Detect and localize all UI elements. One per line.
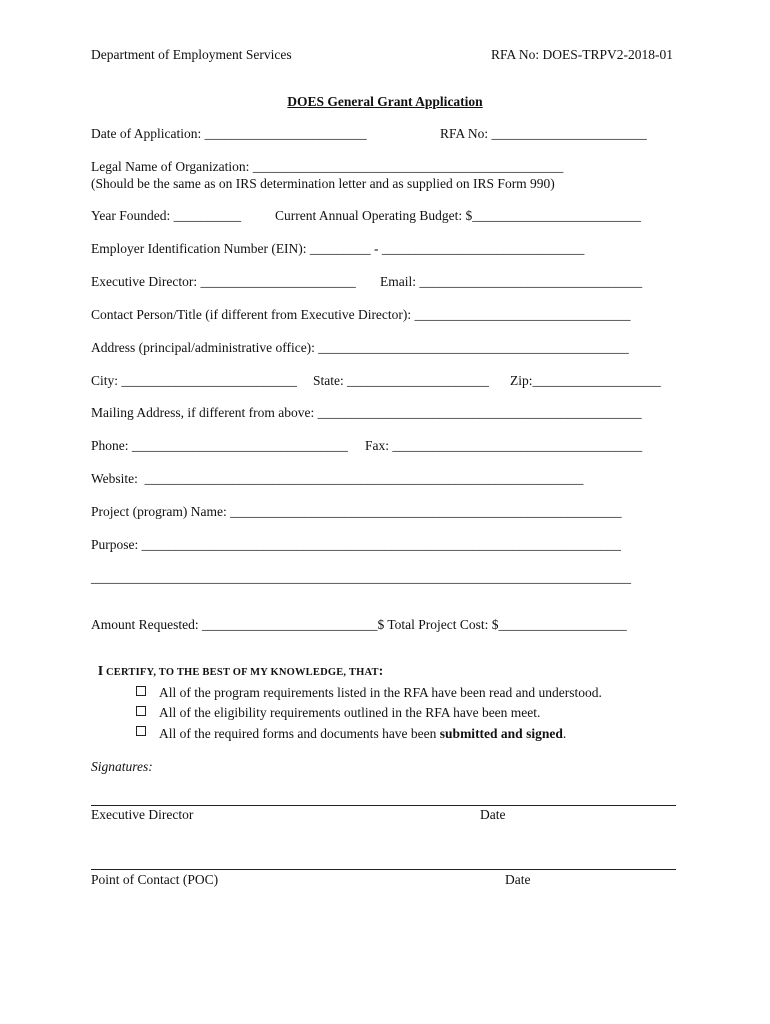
checkbox-forms-submitted[interactable] bbox=[136, 726, 146, 736]
contact-person-field[interactable]: Contact Person/Title (if different from Executive Director): ________________________________ bbox=[91, 307, 631, 322]
poc-label: Point of Contact (POC) bbox=[91, 872, 219, 887]
legal-name-note: (Should be the same as on IRS determination letter and as supplied on IRS Form 990) bbox=[91, 176, 555, 191]
ein-field[interactable]: Employer Identification Number (EIN): _________ - ______________________________ bbox=[91, 241, 585, 256]
purpose-continued-field[interactable]: ________________________________________________________________________________ bbox=[91, 570, 631, 585]
executive-director-label: Executive Director bbox=[91, 807, 194, 822]
checklist-item-requirements: All of the program requirements listed in the RFA have been read and understood. bbox=[159, 685, 602, 700]
zip-field[interactable]: Zip:___________________ bbox=[510, 373, 661, 388]
operating-budget-field[interactable]: Current Annual Operating Budget: $_________________________ bbox=[275, 208, 641, 223]
city-field[interactable]: City: __________________________ bbox=[91, 373, 297, 388]
address-field[interactable]: Address (principal/administrative office): ______________________________________________ bbox=[91, 340, 629, 355]
email-field[interactable]: Email: _________________________________ bbox=[380, 274, 643, 289]
rfa-number-header: RFA No: DOES-TRPV2-2018-01 bbox=[491, 47, 674, 62]
signatures-heading: Signatures: bbox=[91, 759, 153, 774]
certify-heading bbox=[91, 650, 383, 679]
fax-field[interactable]: Fax: _____________________________________ bbox=[365, 438, 643, 453]
certify-first-letter: I bbox=[97, 663, 104, 679]
checklist-item-eligibility: All of the eligibility requirements outlined in the RFA have been meet. bbox=[159, 705, 541, 720]
certify-colon: : bbox=[378, 663, 384, 679]
year-founded-field[interactable]: Year Founded: __________ bbox=[91, 208, 242, 223]
checklist-item-forms-bold: submitted and signed bbox=[439, 726, 563, 741]
poc-signature-line[interactable] bbox=[91, 869, 676, 870]
date-label-1: Date bbox=[480, 807, 506, 822]
date-label-2: Date bbox=[505, 872, 531, 887]
rfa-no-field[interactable]: RFA No: _______________________ bbox=[440, 126, 647, 141]
checkbox-requirements-read[interactable] bbox=[136, 686, 146, 696]
executive-director-signature-line[interactable] bbox=[91, 805, 676, 806]
amount-requested-field[interactable]: Amount Requested: __________________________$ Total Project Cost: $___________________ bbox=[91, 617, 627, 632]
checklist-item-forms-end: . bbox=[562, 726, 567, 741]
executive-director-field[interactable]: Executive Director: _______________________ bbox=[91, 274, 356, 289]
mailing-address-field[interactable]: Mailing Address, if different from above: ________________________________________________ bbox=[91, 405, 642, 420]
project-name-field[interactable]: Project (program) Name: __________________________________________________________ bbox=[91, 504, 622, 519]
state-field[interactable]: State: _____________________ bbox=[313, 373, 489, 388]
phone-field[interactable]: Phone: ________________________________ bbox=[91, 438, 348, 453]
certify-text: CERTIFY, TO THE BEST OF MY KNOWLEDGE, THAT bbox=[103, 666, 379, 678]
website-field[interactable]: Website: _________________________________________________________________ bbox=[91, 471, 584, 486]
page-title: DOES General Grant Application bbox=[287, 94, 483, 109]
checkbox-eligibility[interactable] bbox=[136, 706, 146, 716]
legal-name-field[interactable]: Legal Name of Organization: ______________________________________________ bbox=[91, 159, 564, 174]
date-of-application-field[interactable]: Date of Application: ________________________ bbox=[91, 126, 367, 141]
checklist-item-forms bbox=[159, 727, 566, 741]
department-name: Department of Employment Services bbox=[91, 47, 292, 62]
purpose-field[interactable]: Purpose: _______________________________________________________________________ bbox=[91, 537, 621, 552]
checklist-item-forms-text: All of the required forms and documents have been bbox=[159, 726, 440, 741]
